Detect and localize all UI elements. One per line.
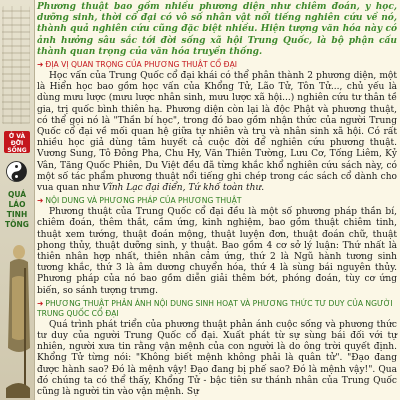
section1-paragraph: Học vấn của Trung Quốc cổ đại khái có thể phân thành 2 phương diện, một là Hiển học bao gồm học vấn của Khổng Tử, Lão Tử, Tôn Tử..., chủ yếu là dùng mưu lược (mưu lược nhân sinh, mưu lược xã hội...) nghiên cứu tư thân tề gia, trị quốc bình thiên hạ. Phương diện còn lại là độc Phật và phương thuật, có thể gọi nó là "Thần bí học", trong đó bao gồm nhận thức của người Trung Quốc cổ đại về mối quan hệ giữa tự nhiên và trụ và nhân sinh xã hội. Có rất nhiều học giả dùng tâm huyết cả cuộc đời để nghiên cứu phương thuật. Vương Sung, Tô Đông Pha, Chu Hy, Văn Thiên Tường, Lưu Cơ, Tống Liêm, Kỷ Vân, Tăng Quốc Phiên, Du Việt đều đã từng khắc khổ nghiên cứu sách này, có một số tác phẩm phương thuật nổi tiếng ghi chép trong các sách cổ dành cho vua quan như Vĩnh Lạc đại điển, Tứ khố toàn thư. [37,71,397,194]
bullet-arrow-icon: ➜ [37,60,44,70]
left-decorative-strip [0,0,35,400]
section3-paragraph: Quá trình phát triển của phương thuật phản ánh cuộc sống và phương thức tư duy của người Trung Quốc cổ đại. Xuất phát từ sự sùng bái đối với tự nhiên, người xưa tin rằng vận mệnh của con người là do ông trời quyết định. Khổng Tử từng nói: "Không biết mệnh không phải là quân tử". "Đạo đang được hành sao? Đó là mệnh vậy! Đạo đang bị phế sao? Đó là mệnh vậy!". Qua đó chúng ta có thể thấy, Khổng Tử - bậc tiên sư thánh nhân của Trung Quốc cũng là người tin vào vận mệnh. Sự [37,319,397,398]
section-heading-2: ➜ NỘI DUNG VÀ PHƯƠNG PHÁP CỦA PHƯƠNG THUẬT [37,196,242,206]
page-content [37,0,397,398]
bullet-arrow-icon: ➜ [37,298,44,308]
ornament-pattern [2,6,30,124]
intro-paragraph: Phương thuật bao gồm nhiều phương diện như chiêm đoán, y học, dưỡng sinh, thời cổ đại có vô số nhân vật nổi tiếng nghiên cứu về nó, thành quả nghiên cứu cũng đặc biệt nhiều. Hiện tượng văn hóa này có ảnh hưởng sâu sắc tới đời sống xã hội Trung Quốc, là bộ phận cấu thành quan trọng của văn hóa truyền thống. [37,2,397,57]
yin-yang-icon [6,161,27,182]
sage-figure-illustration [2,238,32,398]
section-heading-3: ➜ PHƯƠNG THUẬT PHẢN ÁNH NỘI DUNG SINH HOẠT VÀ PHƯƠNG THỨC TƯ DUY CỦA NGƯỜI TRUNG QUỐC CỔ ĐẠI [37,298,393,318]
bullet-arrow-icon: ➜ [37,196,44,206]
chapter-tag: Ở VÀ ĐỜI SỐNG [4,131,30,153]
vertical-chapter-label: QUÁ LÁO TINH TÔNG [5,190,29,229]
section2-paragraph: Phương thuật của Trung Quốc cổ đại đều là một số phương pháp thần bí, chiêm đoán, thêm thắt, cầm ứng, kinh nghiệm, bao gồm thuật chiêm tinh, thuật xem tướng, thuật đoán mộng, thuật luyện đơn, thuật đoán chữ, thuật phong thủy, thuật dưỡng sinh, y thuật. Bao gồm 4 cơ sở lý luận: Thứ nhất là thiên nhân hợp nhất, thiên nhân cảm ứng, thứ 2 là Ngũ hành tương sinh tương khắc, thứ 3 là âm dương chuyển hóa, thứ 4 là sùng bái nguyên thủy. Phương pháp của nó bao gồm diễn giải thêm bớt, phóng đoán, tùy cơ ứng biến, so sánh tượng trưng. [37,207,397,296]
section-heading-1: ➜ ĐỊA VỊ QUAN TRỌNG CỦA PHƯƠNG THUẬT CỔ ĐẠI [37,60,238,70]
